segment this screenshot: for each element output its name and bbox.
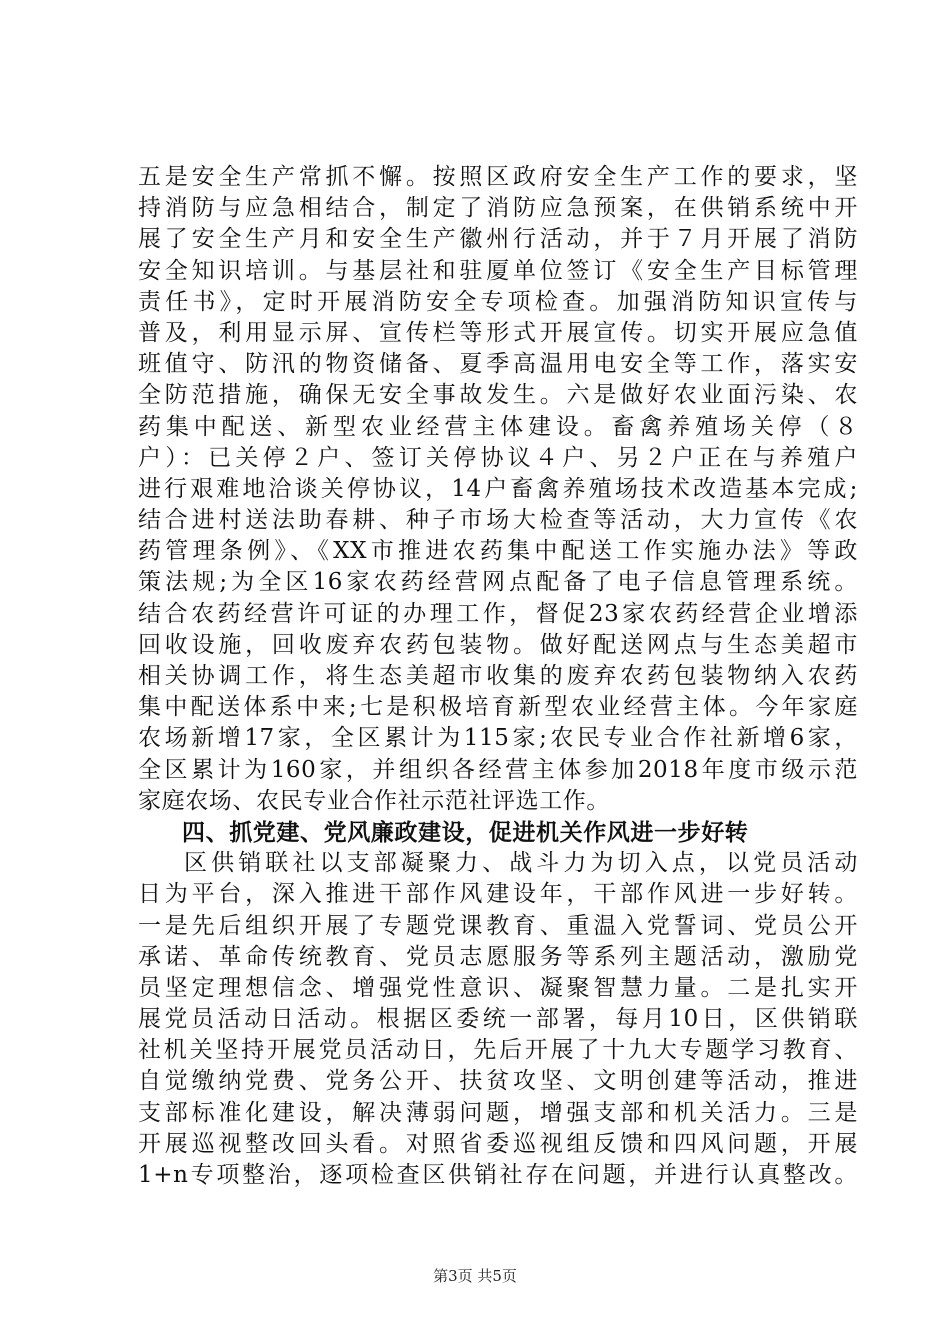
text-line: 户）：已关停２户、签订关停协议４户、另２户正在与养殖户 xyxy=(138,444,858,471)
text-line: 支部标准化建设，解决薄弱问题，增强支部和机关活力。三是 xyxy=(138,1099,858,1126)
text-line: 普及，利用显示屏、宣传栏等形式开展宣传。切实开展应急值 xyxy=(138,319,858,346)
text-line: 日为平台，深入推进干部作风建设年，干部作风进一步好转。 xyxy=(138,881,858,908)
text-line: 药集中配送、新型农业经营主体建设。畜禽养殖场关停（８ xyxy=(138,413,858,440)
page-number-footer: 第3页 共5页 xyxy=(433,1267,517,1285)
text-line: 持消防与应急相结合，制定了消防应急预案，在供销系统中开 xyxy=(138,195,858,222)
text-line: 结合农药经营许可证的办理工作，督促23家农药经营企业增添 xyxy=(138,600,858,627)
text-line: 结合进村送法助春耕、种子市场大检查等活动，大力宣传《农 xyxy=(138,507,858,534)
text-line: 员坚定理想信念、增强党性意识、凝聚智慧力量。二是扎实开 xyxy=(138,974,858,1001)
text-line: 策法规;为全区16家农药经营网点配备了电子信息管理系统。 xyxy=(138,569,858,596)
text-line: 五是安全生产常抓不懈。按照区政府安全生产工作的要求，坚 xyxy=(138,164,858,190)
text-line: 1+n专项整治，逐项检查区供销社存在问题，并进行认真整改。 xyxy=(138,1162,858,1188)
section-heading: 四、抓党建、党风廉政建设，促进机关作风进一步好转 xyxy=(182,818,749,846)
text-line: 社机关坚持开展党员活动日，先后开展了十九大专题学习教育、 xyxy=(138,1037,858,1064)
text-line: 责任书》，定时开展消防安全专项检查。加强消防知识宣传与 xyxy=(138,288,858,315)
text-line: 家庭农场、农民专业合作社示范社评选工作。 xyxy=(138,787,610,814)
text-line: 集中配送体系中来;七是积极培育新型农业经营主体。今年家庭 xyxy=(138,694,858,721)
text-line: 展党员活动日活动。根据区委统一部署，每月10日，区供销联 xyxy=(138,1006,858,1033)
body-text xyxy=(138,162,858,1191)
text-line: 班值守、防汛的物资储备、夏季高温用电安全等工作，落实安 xyxy=(138,351,858,378)
text-line: 全防范措施，确保无安全事故发生。六是做好农业面污染、农 xyxy=(138,382,858,409)
text-line: 自觉缴纳党费、党务公开、扶贫攻坚、文明创建等活动，推进 xyxy=(138,1068,858,1095)
text-line: 全区累计为160家，并组织各经营主体参加2018年度市级示范 xyxy=(138,756,858,783)
text-line: 进行艰难地洽谈关停协议，14户畜禽养殖场技术改造基本完成; xyxy=(138,475,858,502)
text-line: 展了安全生产月和安全生产徽州行活动，并于７月开展了消防 xyxy=(138,226,858,253)
text-line: 承诺、革命传统教育、党员志愿服务等系列主题活动，激励党 xyxy=(138,943,858,970)
text-line: 区供销联社以支部凝聚力、战斗力为切入点，以党员活动 xyxy=(184,850,858,877)
text-line: 一是先后组织开展了专题党课教育、重温入党誓词、党员公开 xyxy=(138,912,858,939)
text-line: 药管理条例》、《XX市推进农药集中配送工作实施办法》等政 xyxy=(138,538,858,565)
text-line: 相关协调工作，将生态美超市收集的废弃农药包装物纳入农药 xyxy=(138,663,858,689)
text-line: 开展巡视整改回头看。对照省委巡视组反馈和四风问题，开展 xyxy=(138,1130,858,1157)
text-line: 农场新增17家，全区累计为115家;农民专业合作社新增6家， xyxy=(138,725,858,752)
text-line: 回收设施，回收废弃农药包装物。做好配送网点与生态美超市 xyxy=(138,631,858,658)
text-line: 安全知识培训。与基层社和驻厦单位签订《安全生产目标管理 xyxy=(138,257,858,284)
